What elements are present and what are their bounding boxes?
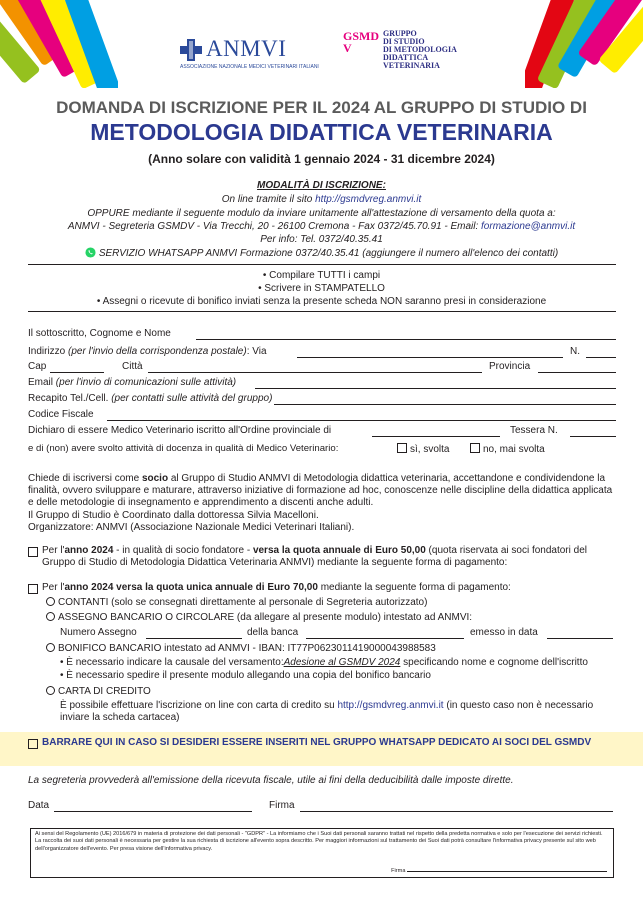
pencils-image-left [0,0,118,88]
input-citta[interactable] [148,372,482,373]
payment-bonifico[interactable] [46,643,436,654]
option1-amount: versa la quota annuale di Euro 50,00 [252,545,426,556]
label-emesso: emesso in data [470,627,538,638]
option2-amount: anno 2024 versa la quota unica annuale di Euro 70,00 [64,582,318,593]
option-socio-fondatore[interactable] [28,545,618,569]
privacy-box [30,828,614,878]
chiede-text: Chiede di iscriversi come [28,473,142,484]
chiede-socio: socio [141,473,169,484]
rule-2: • Scrivere in STAMPATELLO [258,283,385,294]
whatsapp-group-label: BARRARE QUI IN CASO SI DESIDERI ESSERE INSERITI NEL GRUPPO WHATSAPP DEDICATO AI SOCI DEL GSMDV [42,737,592,748]
pencils-image-right [525,0,643,88]
checkbox-icon[interactable] [28,547,38,557]
checkbox-icon[interactable] [28,584,38,594]
modalita-whatsapp [0,247,643,259]
label-nome: Il sottoscritto, Cognome e Nome [28,328,171,339]
input-numero-assegno[interactable] [146,638,242,639]
modalita-whatsapp-text: SERVIZIO WHATSAPP ANMVI Formazione 0372/40.35.41 (aggiungere il numero all'elenco dei contatti) [98,248,559,259]
carta-note [60,700,616,724]
carta-link[interactable]: http://gsmdvreg.anmvi.it [337,700,444,711]
label-numero-assegno: Numero Assegno [60,627,137,638]
label-via: : Via [246,346,267,357]
payment-contanti-label: CONTANTI (solo se consegnati direttamente al personale di Segreteria autorizzato) [58,597,428,608]
label-recapito-text: Recapito Tel./Cell. [28,393,112,404]
gsmdv-mark [343,28,381,78]
checkbox-no[interactable] [470,443,545,455]
organizzatore: Organizzatore: ANMVI (Associazione Nazionale Medici Veterinari Italiani). [28,522,355,533]
option1-year: anno 2024 [64,545,114,556]
rule-1: • Compilare TUTTI i campi [262,270,381,281]
input-ordine[interactable] [372,436,500,437]
modalita-online [0,194,643,205]
modalita-online-text: On line tramite il sito [221,194,316,205]
bonifico-causale: Adesione al GSMDV 2024 [283,657,401,668]
gsmdv-line-4: DIDATTICA [383,53,429,62]
input-codice-fiscale[interactable] [107,420,616,421]
label-indirizzo-note: (per l'invio della corrispondenza postale) [68,346,247,357]
whatsapp-icon [85,247,96,258]
input-email[interactable] [255,388,616,389]
option1-text-c: - in qualità di socio fondatore - [113,545,253,556]
modalita-online-link[interactable]: http://gsmdvreg.anmvi.it [315,194,422,205]
label-indirizzo [28,346,267,357]
payment-bonifico-label: BONIFICO BANCARIO intestato ad ANMVI - IBAN: IT77P0623011419000043988583 [58,643,436,654]
gsmdv-mark-text: GSMDV [343,29,379,55]
label-codice-fiscale: Codice Fiscale [28,409,94,420]
modalita-address-email[interactable]: formazione@anmvi.it [481,221,576,232]
payment-carta[interactable] [46,686,151,697]
input-firma[interactable] [300,811,613,812]
input-emesso[interactable] [547,638,613,639]
label-email [28,377,236,388]
checkbox-icon[interactable] [28,739,38,749]
title-line-1: DOMANDA DI ISCRIZIONE PER IL 2024 AL GRUPPO DI STUDIO DI [56,98,587,117]
title-validity: (Anno solare con validità 1 gennaio 2024 - 31 dicembre 2024) [148,152,495,166]
payment-assegno[interactable] [46,612,472,623]
checkbox-si-label: sì, svolta [410,444,450,455]
label-firma: Firma [269,800,295,811]
input-nome[interactable] [196,339,616,340]
privacy-firma-input[interactable] [407,866,607,872]
bonifico-note-1-rest: specificando nome e cognome dell'iscritto [400,657,588,668]
carta-note-rest: (in questo caso non è necessario inviare la scheda cartacea) [60,700,594,723]
label-banca: della banca [247,627,299,638]
input-numero[interactable] [586,357,616,358]
gsmdv-logo [343,28,473,80]
radio-icon[interactable] [46,597,55,606]
gsmdv-line-3: DI METODOLOGIA [383,45,457,54]
label-cap: Cap [28,361,47,372]
label-provincia: Provincia [489,361,531,372]
coordinatrice: Il Gruppo di Studio è Coordinato dalla dottoressa Silvia Macelloni. [28,510,319,521]
anmvi-logo [180,36,330,72]
bonifico-note-1-text: • È necessario indicare la causale del versamento: [60,657,284,668]
label-data: Data [28,800,50,811]
input-tessera[interactable] [570,436,616,437]
input-recapito[interactable] [274,404,616,405]
modalita-address-text: ANMVI - Segreteria GSMDV - Via Trecchi, 20 - 26100 Cremona - Fax 0372/45.70.91 - Email: [67,221,482,232]
label-email-text: Email [28,377,56,388]
input-data[interactable] [54,811,252,812]
checkbox-icon[interactable] [397,443,407,453]
anmvi-cross-icon [180,39,202,61]
label-recapito-note: (per contatti sulle attività del gruppo) [111,393,273,404]
anmvi-logo-text: ANMVI [206,36,287,61]
option1-text-a: Per l' [42,545,65,556]
page-title: METODOLOGIA DIDATTICA VETERINARIA [90,119,553,145]
privacy-firma-label: Firma [391,867,406,874]
segreteria-note: La segreteria provvederà all'emissione della ricevuta fiscale, utile ai fini della deducibilità dalle imposte dirette. [28,775,514,786]
radio-icon[interactable] [46,643,55,652]
divider-rules [28,311,616,312]
input-banca[interactable] [306,638,464,639]
label-indirizzo-text: Indirizzo [28,346,69,357]
option-quota-unica[interactable] [28,582,618,594]
label-ordine: Dichiaro di essere Medico Veterinario iscritto all'Ordine provinciale di [28,425,332,436]
chiede-text-rest: al Gruppo di Studio ANMVI di Metodologia didattica veterinaria, accettandone e condividendone la finalità, ovvero sviluppare e maturare, attraverso iniziative di formazione ad hoc, conoscenze nelle discipline della didattica applicata e delle metodologie di insegnamento e apprendimento a discenti anche adulti. [28,473,613,508]
option2-text-c: mediante la seguente forma di pagamento: [317,582,511,593]
input-provincia[interactable] [538,372,616,373]
bonifico-note-2: • È necessario spedire il presente modulo allegando una copia del bonifico bancario [60,670,431,681]
privacy-text: Ai sensi del Regolamento (UE) 2016/679 in materia di protezione dei dati personali - "GDPR" - La informiamo che i Suoi dati personali saranno trattati nel rispetto della predetta normativa e solo per l'esecuzione dei servizi richiesti. La raccolta dei suoi dati personali è necessaria per gestire la sua richiesta di iscrizione all'evento sopra descritto. Per maggiori informazioni sul trattamento dei Suoi dati potrà consultare l'informativa privacy presente sul sito web dell'organizzatore dell'evento. Per presa visione dell'informativa privacy. [35,831,603,852]
payment-carta-label: CARTA DI CREDITO [58,686,151,697]
input-via[interactable] [297,357,563,358]
label-tessera: Tessera N. [510,425,558,436]
rule-3: • Assegni o ricevute di bonifico inviati senza la presente scheda NON saranno presi in considerazione [96,296,547,307]
label-recapito [28,393,272,404]
modalita-oppure: OPPURE mediante il seguente modulo da inviare unitamente all'attestazione di versamento della quota a: [87,208,556,219]
label-citta: Città [122,361,143,372]
radio-icon[interactable] [46,686,55,695]
checkbox-no-label: no, mai svolta [483,444,545,455]
payment-assegno-label: ASSEGNO BANCARIO O CIRCOLARE (da allegare al presente modulo) intestato ad ANMVI: [58,612,473,623]
label-docenza: e di (non) avere svolto attività di docenza in qualità di Medico Veterinario: [28,443,339,454]
carta-note-text: È possibile effettuare l'iscrizione on line con carta di credito su [60,700,338,711]
bonifico-note-1 [60,657,588,668]
modalita-heading: MODALITÀ DI ISCRIZIONE: [257,180,386,191]
gsmdv-line-5: VETERINARIA [383,61,440,70]
gsmdv-line-2: DI STUDIO [383,37,425,46]
input-cap[interactable] [50,372,104,373]
anmvi-logo-subtitle: ASSOCIAZIONE NAZIONALE MEDICI VETERINARI ITALIANI [180,64,319,70]
gsmdv-line-1: GRUPPO [383,29,417,38]
label-numero: N. [570,346,580,357]
label-email-note: (per l'invio di comunicazioni sulle attività) [55,377,237,388]
divider-top [28,264,616,265]
modalita-info: Per info: Tel. 0372/40.35.41 [260,234,383,245]
whatsapp-group-option[interactable] [28,737,618,749]
modalita-address [0,221,643,232]
privacy-firma-row [391,866,607,875]
checkbox-icon[interactable] [470,443,480,453]
option1-text-e: (quota riservata ai soci fondatori del Gruppo di Studio di Metodologia Didattica Veterinaria ANMVI) mediante la seguente forma di pagamento: [42,545,587,568]
radio-icon[interactable] [46,612,55,621]
option2-text-a: Per l' [42,582,65,593]
chiede-paragraph [28,473,618,509]
checkbox-si[interactable] [397,443,449,455]
payment-contanti[interactable] [46,597,427,608]
